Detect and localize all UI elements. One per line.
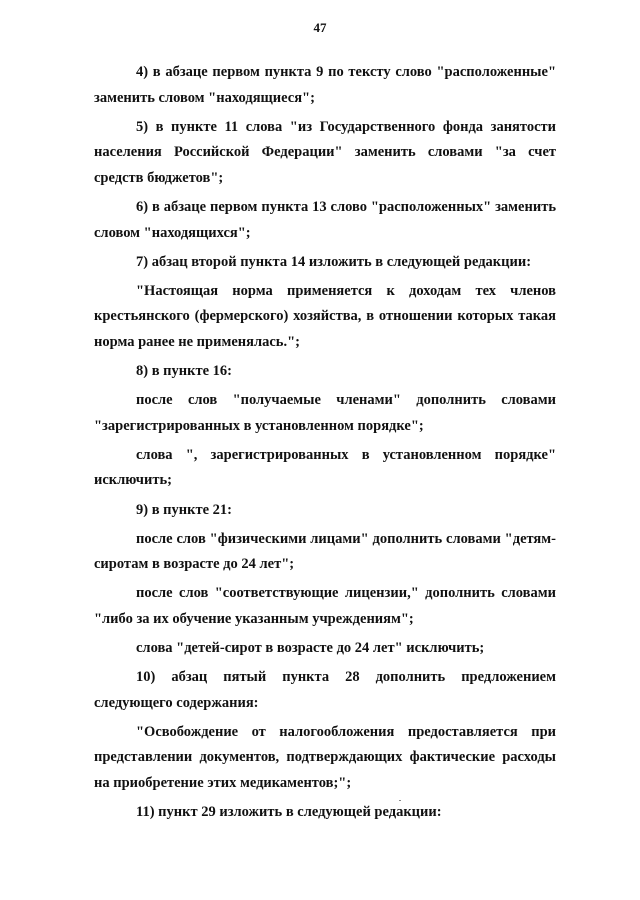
paragraph-remove-words-16: слова ", зарегистрированных в установленном порядке" исключить; bbox=[94, 446, 556, 489]
paragraph-item-8: 8) в пункте 16: bbox=[136, 363, 232, 380]
paragraph-item-11: 11) пункт 29 изложить в следующей редакции: bbox=[136, 804, 442, 821]
document-body bbox=[94, 60, 556, 829]
paragraph-item-4: 4) в абзаце первом пункта 9 по тексту слово "расположенные" заменить словом "находящиеся"; bbox=[94, 64, 556, 106]
paragraph-quote-norm: "Настоящая норма применяется к доходам тех членов крестьянского (фермерского) хозяйства, в отношении которых такая норма ранее не применялась."; bbox=[94, 282, 556, 350]
paragraph-remove-orphans: слова "детей-сирот в возрасте до 24 лет" исключить; bbox=[136, 639, 485, 656]
paragraph-item-6: 6) в абзаце первом пункта 13 слово "расположенных" заменить словом "находящихся"; bbox=[94, 198, 556, 241]
paragraph-item-7: 7) абзац второй пункта 14 изложить в следующей редакции: bbox=[136, 253, 532, 270]
paragraph-quote-exemption: "Освобождение от налогообложения предоставляется при представлении документов, подтверждающих фактические расходы на приобретение этих медикаментов;"; bbox=[94, 723, 556, 791]
paragraph-item-9: 9) в пункте 21: bbox=[136, 501, 232, 518]
paragraph-add-orphans: после слов "физическими лицами" дополнить словами "детям-сиротам в возрасте до 24 лет"; bbox=[94, 530, 556, 573]
paragraph-add-words-16: после слов "получаемые членами" дополнить словами "зарегистрированных в установленном порядке"; bbox=[94, 392, 556, 434]
paragraph-item-5: 5) в пункте 11 слова "из Государственного фонда занятости населения Российской Федерации" заменить словами "за счет средств бюджетов"; bbox=[94, 118, 556, 186]
scan-speck bbox=[399, 800, 401, 801]
page-number: 47 bbox=[313, 20, 327, 35]
paragraph-item-10: 10) абзац пятый пункта 28 дополнить предложением следующего содержания: bbox=[94, 669, 556, 711]
paragraph-add-licenses: после слов "соответствующие лицензии," дополнить словами "либо за их обучение указанным учреждениям"; bbox=[94, 585, 556, 627]
